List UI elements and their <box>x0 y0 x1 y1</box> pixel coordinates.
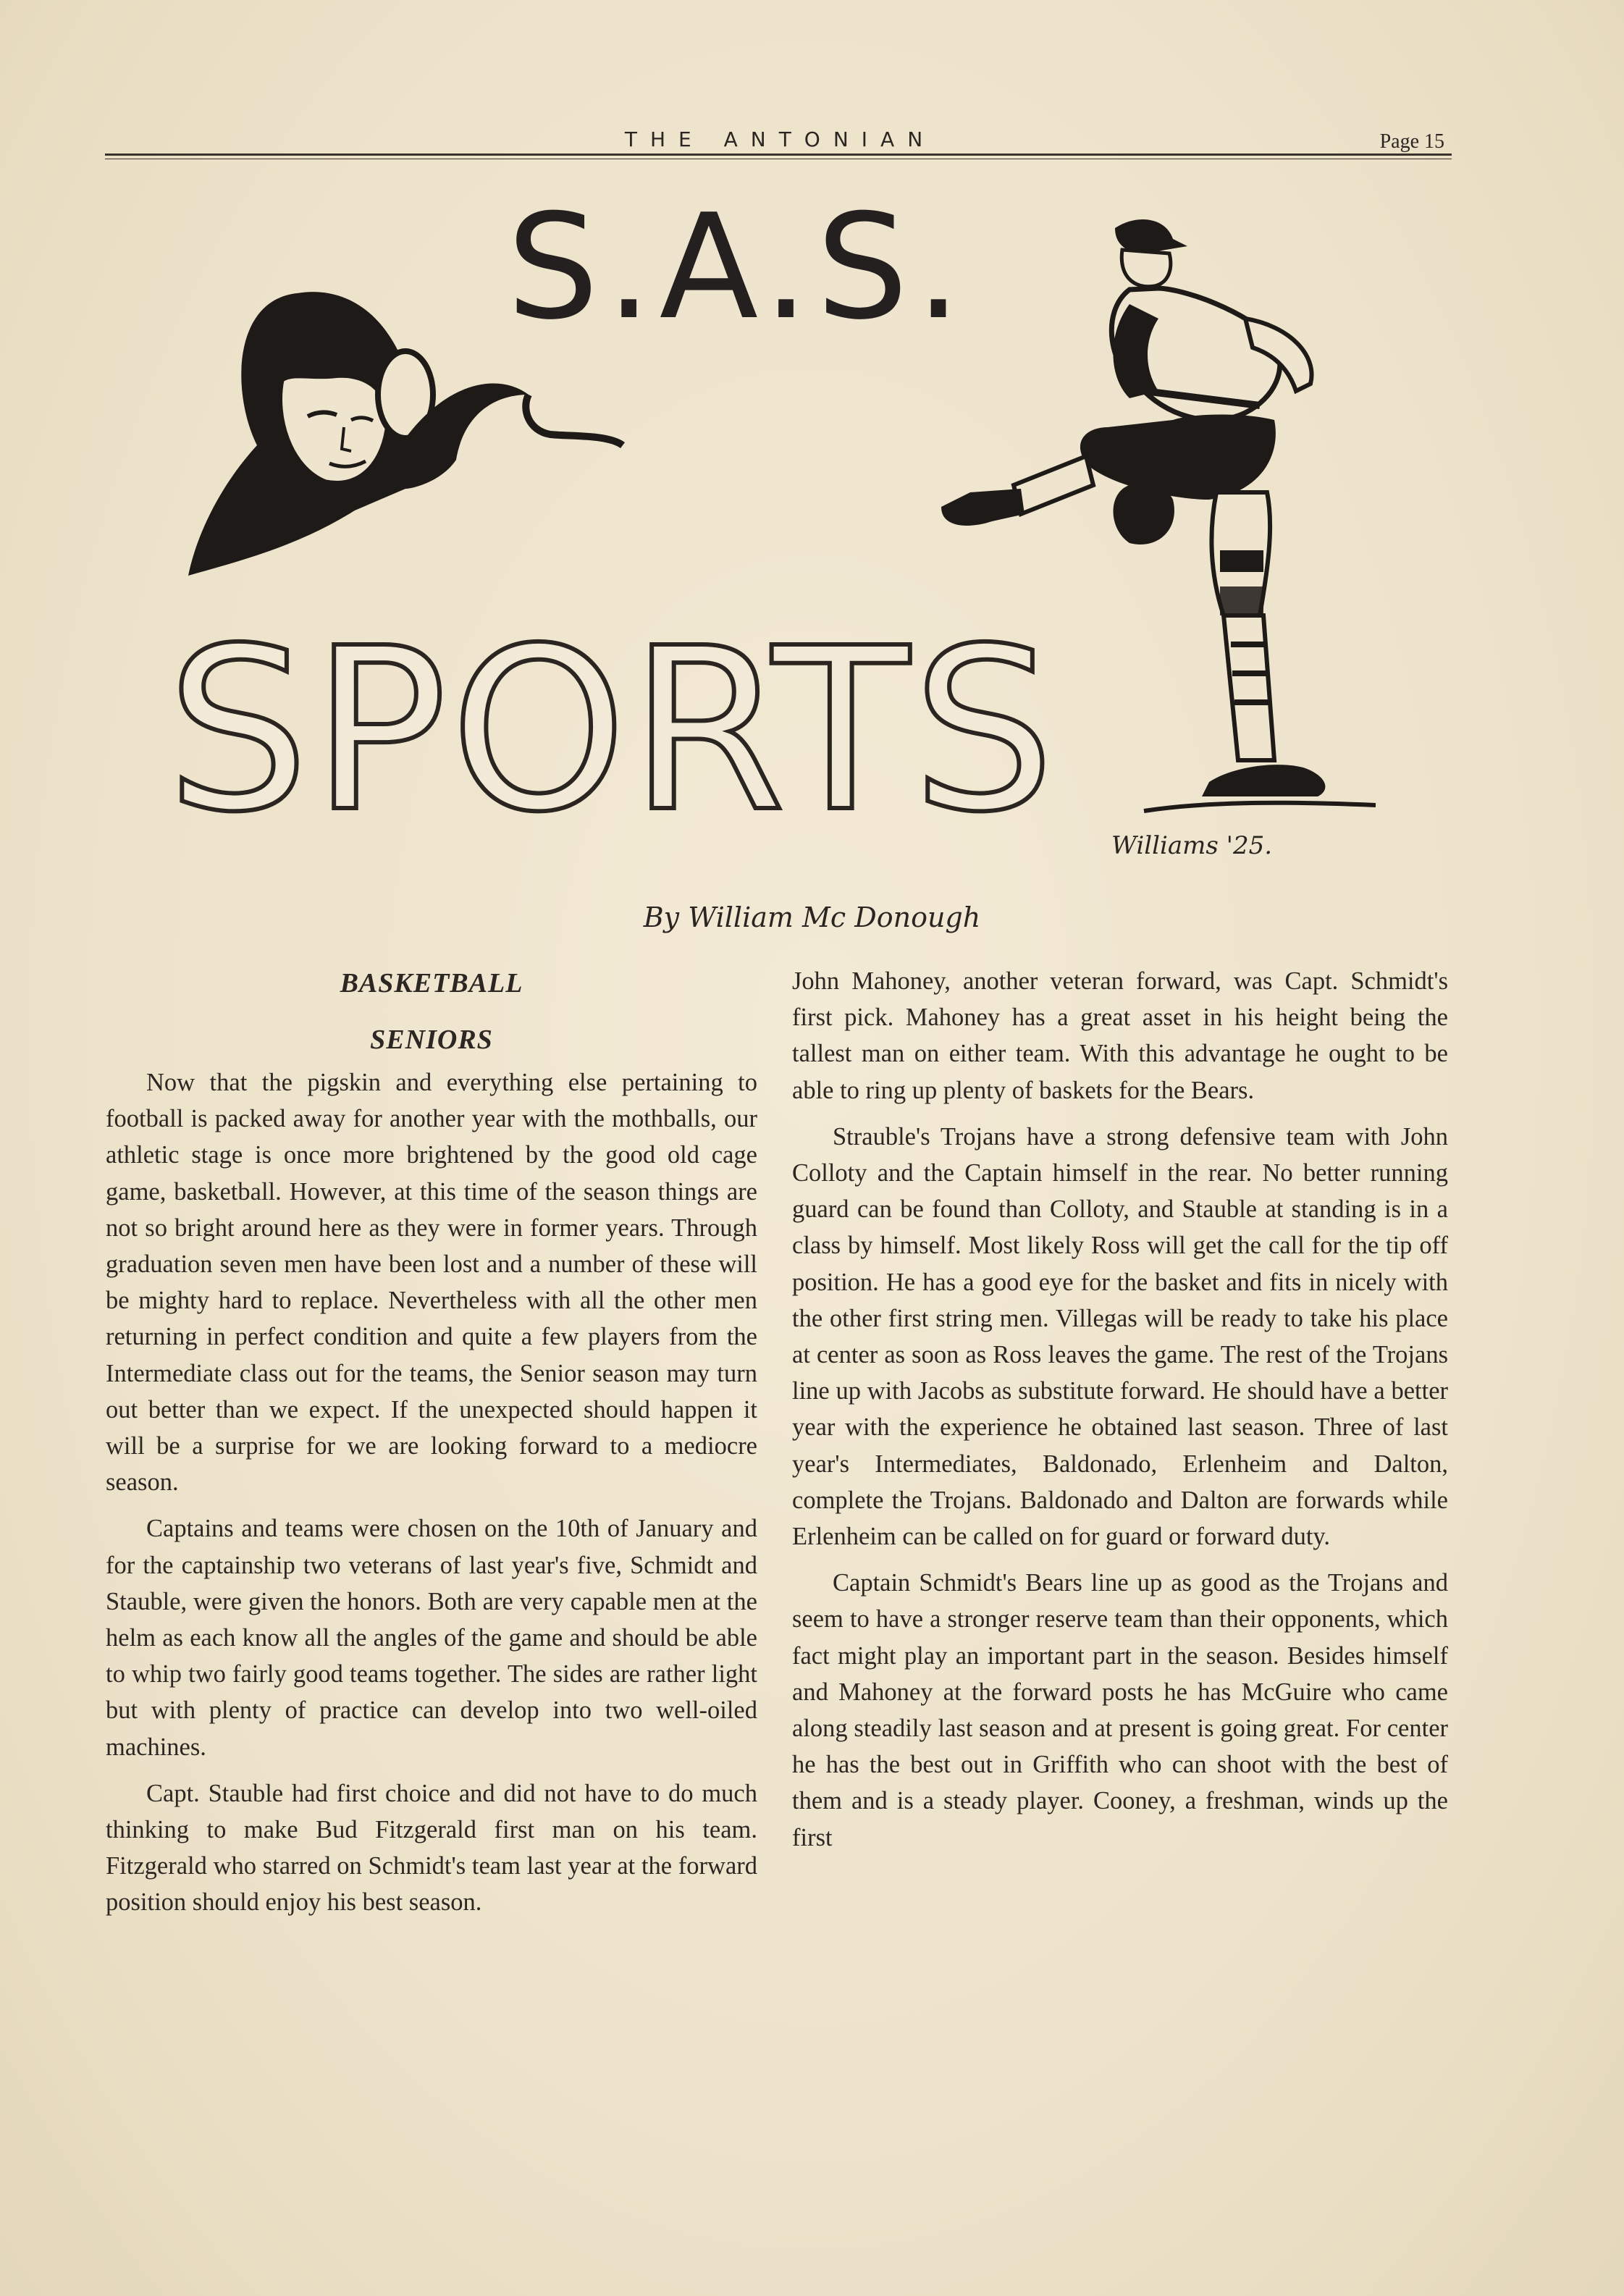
running-head <box>109 127 1452 156</box>
paragraph: Capt. Stauble had first choice and did not have to do much thinking to make Bud Fitzgerald first man on his team. Fitzgerald who starred on Schmidt's team last year at the forward position should enjoy his best season. <box>106 1779 757 1917</box>
header-rule-thick <box>105 154 1452 156</box>
paragraph: Captains and teams were chosen on the 10th of January and for the captainship two veterans of last year's five, Schmidt and Stauble, were given the honors. Both are very capable men at the helm as each know all the angles of the game and should be able to whip two fairly good teams together. The sides are rather light but with plenty of practice can develop into two well-oiled machines. <box>106 1515 757 1761</box>
page-number: Page 15 <box>1379 130 1444 153</box>
subheading: SENIORS <box>370 1025 493 1055</box>
left-column <box>106 963 757 1921</box>
artist-signature: Williams '25. <box>1111 831 1273 860</box>
paragraph: Captain Schmidt's Bears line up as good as the Trojans and seem to have a stronger reserve team than their opponents, which fact might play an important part in the season. Besides himself and Mahoney at the forward posts he has McGuire who came along steadily last season and at present is going great. For center he has the best out in Griffith who can shoot with the best of them and is a steady player. Cooney, a freshman, winds up the first <box>792 1569 1448 1851</box>
byline: By William Mc Donough <box>643 901 981 933</box>
title-sports: SPORTS <box>167 600 1058 862</box>
paragraph: Strauble's Trojans have a strong defensive team with John Colloty and the Captain himself in the rear. No better running guard can be found than Colloty, and Stauble at standing is in a class by himself. Most likely Ross will get the call for the tip off position. He has a good eye for the basket and fits in nicely with the other first string men. Villegas will be ready to take his place at center as soon as Ross leaves the game. The rest of the Trojans line up with Jacobs as substitute forward. He should have a better year with the experience he obtained last season. Three of last year's Intermediates, Baldonado, Erlenheim and Dalton, complete the Trojans. Baldonado and Dalton are forwards while Erlenheim can be called on for guard or forward duty. <box>792 1122 1448 1551</box>
paragraph: John Mahoney, another veteran forward, was Capt. Schmidt's first pick. Mahoney has a great asset in his height being the tallest man on either team. With this advantage he ought to be able to ring up plenty of baskets for the Bears. <box>792 967 1448 1104</box>
section-heading: BASKETBALL <box>340 968 523 998</box>
title-sas: S.A.S. <box>507 183 969 352</box>
paragraph: Now that the pigskin and everything else pertaining to football is packed away for another year with the mothballs, our athletic stage is once more brightened by the good old cage game, basketball. However, at this time of the season things are not so bright around here as they were in former years. Through graduation seven men have been lost and a number of these will be mighty hard to replace. Nevertheless with all the other men returning in perfect condition and quite a few players from the Intermediate class out for the teams, the Senior season may turn out better than we expect. If the unexpected should happen it will be a surprise for we are looking forward to a mediocre season. <box>106 1069 757 1497</box>
right-column <box>792 963 1448 1856</box>
journal-title: THE ANTONIAN <box>624 127 936 151</box>
